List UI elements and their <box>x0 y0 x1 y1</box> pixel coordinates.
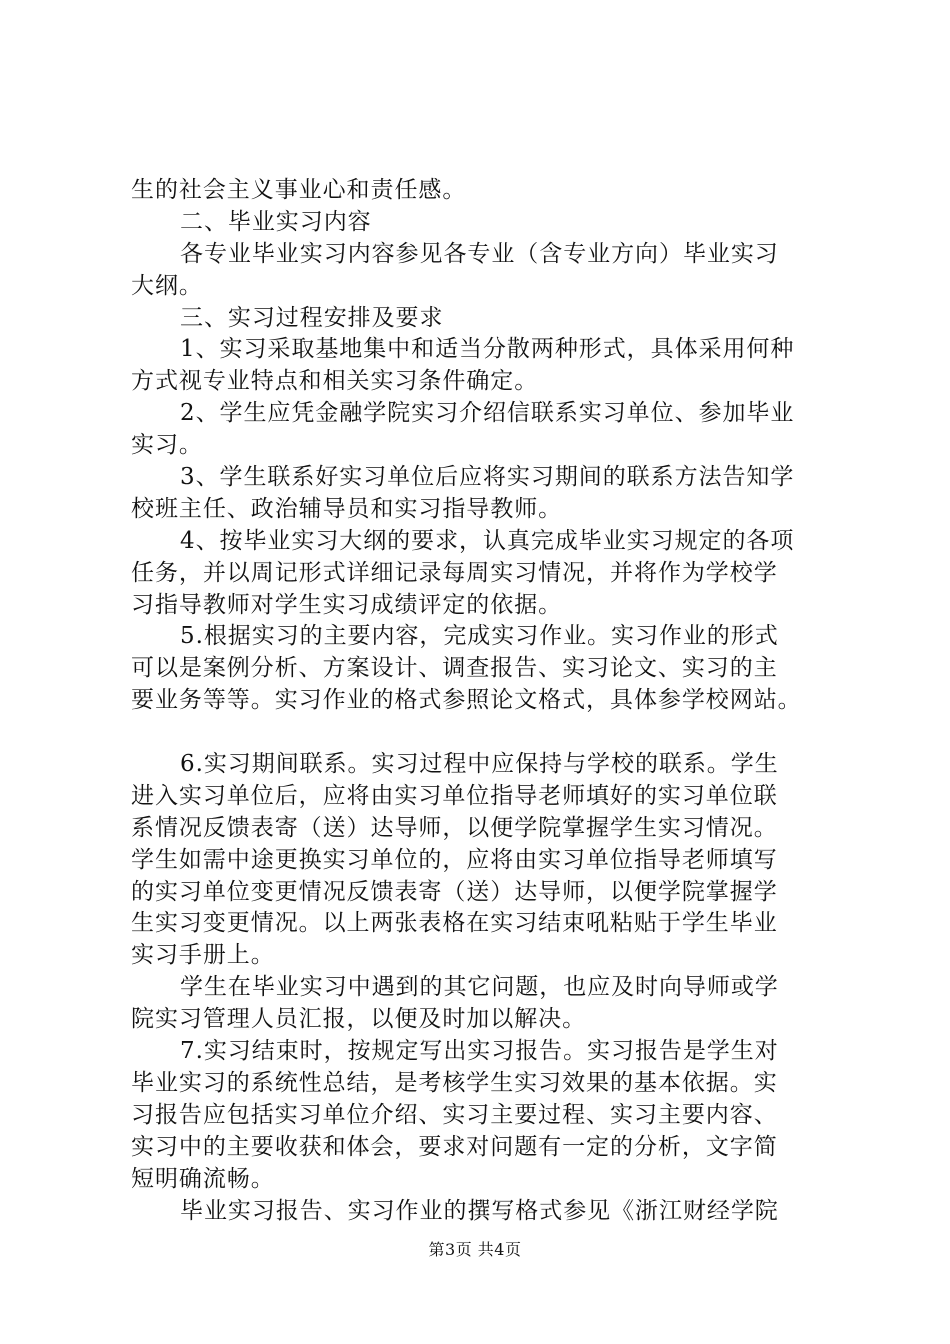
text-line: 毕业实习的系统性总结，是考核学生实习效果的基本依据。实 <box>131 1069 778 1096</box>
document-body <box>131 175 846 1227</box>
blank-line <box>131 717 846 749</box>
page-footer <box>0 1240 950 1260</box>
text-line: 要业务等等。实习作业的格式参照论文格式，具体参学校网站。 <box>131 687 802 714</box>
text-line: 实习中的主要收获和体会，要求对问题有一定的分析，文字简 <box>131 1133 778 1160</box>
text-line: 二、毕业实习内容 <box>180 208 372 235</box>
text-line: 实习手册上。 <box>131 942 275 969</box>
text-line: 2、学生应凭金融学院实习介绍信联系实习单位、参加毕业 <box>180 400 795 427</box>
text-line: 系情况反馈表寄（送）达导师，以便学院掌握学生实习情况。 <box>131 814 778 841</box>
text-line: 生实习变更情况。以上两张表格在实习结束吼粘贴于学生毕业 <box>131 910 778 937</box>
text-line: 生的社会主义事业心和责任感。 <box>131 177 467 203</box>
text-line: 习报告应包括实习单位介绍、实习主要过程、实习主要内容、 <box>131 1101 778 1128</box>
text-line: 短明确流畅。 <box>131 1165 275 1192</box>
text-line: 院实习管理人员汇报，以便及时加以解决。 <box>131 1006 587 1033</box>
text-line: 4、按毕业实习大纲的要求，认真完成毕业实习规定的各项 <box>180 527 795 554</box>
text-line: 各专业毕业实习内容参见各专业（含专业方向）毕业实习 <box>180 240 779 267</box>
text-line: 任务，并以周记形式详细记录每周实习情况，并将作为学校学 <box>131 559 778 586</box>
text-line: 7.实习结束时，按规定写出实习报告。实习报告是学生对 <box>180 1038 779 1065</box>
text-line: 学生如需中途更换实习单位的，应将由实习单位指导老师填写 <box>131 846 778 873</box>
text-line: 3、学生联系好实习单位后应将实习期间的联系方法告知学 <box>180 464 795 491</box>
page-number-label: 第3页 共4页 <box>428 1240 522 1259</box>
text-line: 1、实习采取基地集中和适当分散两种形式，具体采用何种 <box>180 336 795 363</box>
text-line: 毕业实习报告、实习作业的撰写格式参见《浙江财经学院 <box>180 1197 779 1224</box>
text-line: 进入实习单位后，应将由实习单位指导老师填好的实习单位联 <box>131 782 778 809</box>
text-line: 方式视专业特点和相关实习条件确定。 <box>131 368 539 395</box>
text-line: 大纲。 <box>131 272 203 299</box>
text-line: 可以是案例分析、方案设计、调查报告、实习论文、实习的主 <box>131 655 778 682</box>
text-line: 习指导教师对学生实习成绩评定的依据。 <box>131 591 563 618</box>
text-line: 校班主任、政治辅导员和实习指导教师。 <box>131 495 563 522</box>
text-line: 三、实习过程安排及要求 <box>180 304 444 331</box>
text-line: 实习。 <box>131 432 203 459</box>
text-line: 的实习单位变更情况反馈表寄（送）达导师，以便学院掌握学 <box>131 878 778 905</box>
text-line: 6.实习期间联系。实习过程中应保持与学校的联系。学生 <box>180 751 779 778</box>
text-line: 5.根据实习的主要内容，完成实习作业。实习作业的形式 <box>180 623 779 650</box>
text-line: 学生在毕业实习中遇到的其它问题，也应及时向导师或学 <box>180 974 779 1001</box>
